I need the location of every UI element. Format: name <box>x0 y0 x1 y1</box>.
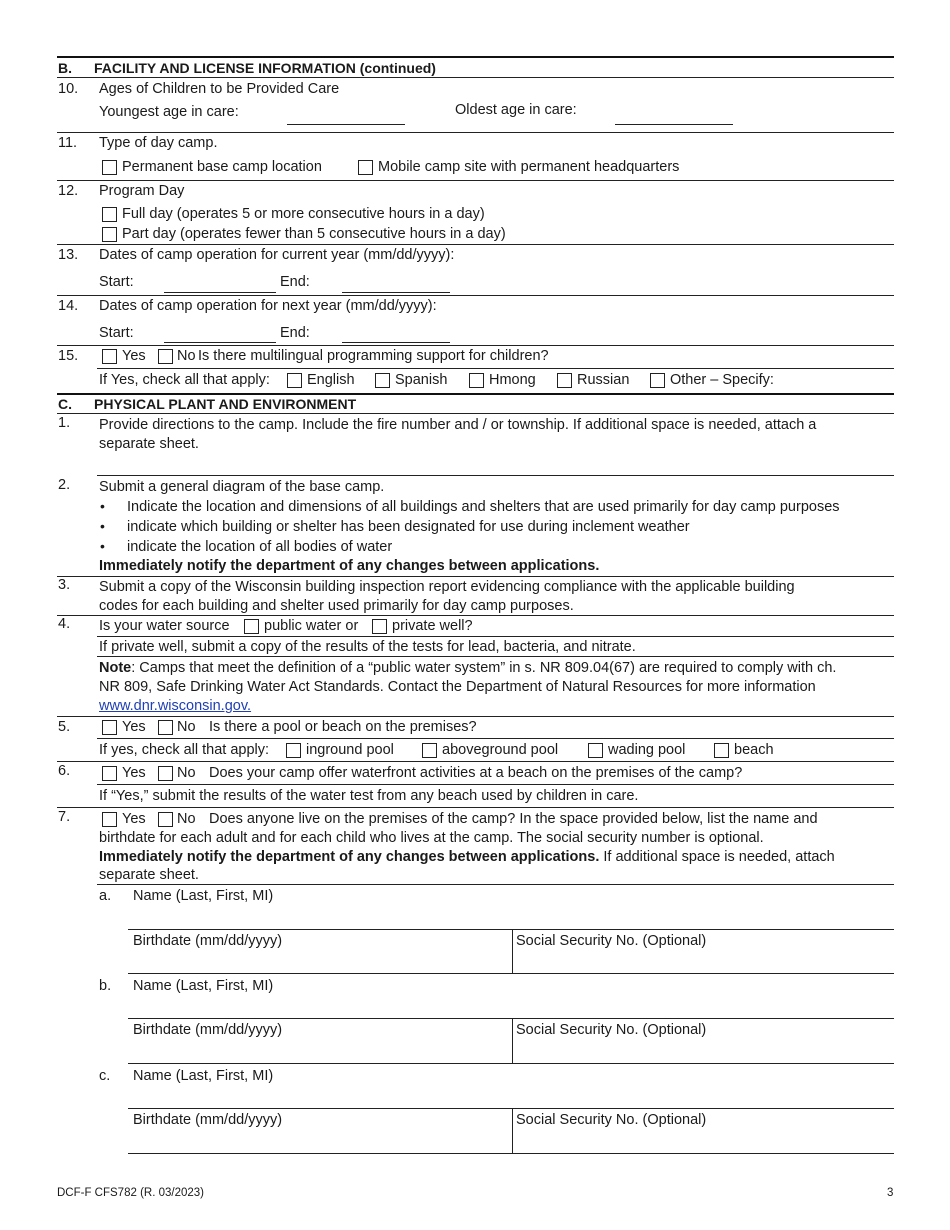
inground-pool-checkbox[interactable] <box>286 743 301 758</box>
c5-yes-checkbox[interactable] <box>102 720 117 735</box>
q15-yes-label: Yes <box>122 348 146 364</box>
person-c-name-label: Name (Last, First, MI) <box>133 1068 274 1084</box>
divider <box>512 929 513 974</box>
q13-title: Dates of camp operation for current year (mm/dd/yyyy): <box>99 247 455 263</box>
person-a-ssn-field[interactable] <box>512 973 894 974</box>
c7-text-line1: Does anyone live on the premises of the camp? In the space provided below, list the name and <box>209 811 818 827</box>
c6-yes-checkbox[interactable] <box>102 766 117 781</box>
beach-checkbox[interactable] <box>714 743 729 758</box>
other-language-checkbox[interactable] <box>650 373 665 388</box>
rule <box>97 738 894 739</box>
c7-no-label: No <box>177 811 196 827</box>
rule <box>97 784 894 785</box>
q13-start-label: Start: <box>99 274 134 290</box>
private-well-checkbox[interactable] <box>372 619 387 634</box>
q14-start-label: Start: <box>99 325 134 341</box>
permanent-base-camp-label: Permanent base camp location <box>122 159 322 175</box>
aboveground-pool-checkbox[interactable] <box>422 743 437 758</box>
bullet-icon: • <box>100 498 105 514</box>
full-day-checkbox[interactable] <box>102 207 117 222</box>
c7-number: 7. <box>58 809 71 825</box>
rule <box>57 180 894 181</box>
c2-bullet-1: Indicate the location and dimensions of all buildings and shelters that are used primarily for day camp purposes <box>127 499 840 515</box>
dnr-website-link[interactable]: www.dnr.wisconsin.gov. <box>99 698 252 714</box>
q14-number: 14. <box>58 298 79 314</box>
q15-question: Is there multilingual programming support for children? <box>198 348 549 364</box>
c7-yes-checkbox[interactable] <box>102 812 117 827</box>
c6-question: Does your camp offer waterfront activities at a beach on the premises of the camp? <box>209 765 743 781</box>
note-label: Note <box>99 660 132 676</box>
section-c-title: PHYSICAL PLANT AND ENVIRONMENT <box>94 396 357 412</box>
rule <box>57 295 894 296</box>
person-c-birthdate-label: Birthdate (mm/dd/yyyy) <box>133 1112 283 1128</box>
c6-number: 6. <box>58 763 71 779</box>
c7-text-line4: separate sheet. <box>99 867 199 883</box>
bullet-icon: • <box>100 518 105 534</box>
english-label: English <box>307 372 355 388</box>
c3-text-line2: codes for each building and shelter used primarily for day camp purposes. <box>99 598 574 614</box>
divider <box>512 1018 513 1063</box>
hmong-checkbox[interactable] <box>469 373 484 388</box>
beach-label: beach <box>734 742 774 758</box>
c6-no-label: No <box>177 765 196 781</box>
c5-question: Is there a pool or beach on the premises? <box>209 719 477 735</box>
c1-number: 1. <box>58 415 71 431</box>
c2-title: Submit a general diagram of the base camp. <box>99 479 385 495</box>
public-water-checkbox[interactable] <box>244 619 259 634</box>
c1-text-line1: Provide directions to the camp. Include the fire number and / or township. If additional space is needed, attach a <box>99 417 817 433</box>
english-checkbox[interactable] <box>287 373 302 388</box>
q10-number: 10. <box>58 81 79 97</box>
inground-pool-label: inground pool <box>306 742 394 758</box>
wading-pool-label: wading pool <box>608 742 686 758</box>
note-text: : Camps that meet the definition of a “public water system” in s. NR 809.04(67) are required to comply with ch. <box>131 660 837 676</box>
section-b-top-rule <box>57 56 894 58</box>
person-a-ssn-label: Social Security No. (Optional) <box>516 933 707 949</box>
c5-no-label: No <box>177 719 196 735</box>
current-end-date-field[interactable] <box>342 292 450 293</box>
person-c-birthdate-field[interactable] <box>128 1153 512 1154</box>
person-b-ssn-label: Social Security No. (Optional) <box>516 1022 707 1038</box>
russian-checkbox[interactable] <box>557 373 572 388</box>
rule <box>97 656 894 657</box>
public-water-label: public water or <box>264 618 359 634</box>
q12-title: Program Day <box>99 183 185 199</box>
person-a-name-field[interactable] <box>128 929 894 930</box>
rule <box>97 368 894 369</box>
rule <box>57 576 894 577</box>
person-c-letter: c. <box>99 1068 111 1084</box>
c2-bullet-2: indicate which building or shelter has been designated for use during inclement weather <box>127 519 690 535</box>
q15-if-yes: If Yes, check all that apply: <box>99 372 270 388</box>
oldest-age-field[interactable] <box>615 124 733 125</box>
c5-no-checkbox[interactable] <box>158 720 173 735</box>
section-c-letter: C. <box>58 396 72 412</box>
section-c-top-rule <box>57 393 894 395</box>
mobile-camp-label: Mobile camp site with permanent headquarters <box>378 159 680 175</box>
q11-number: 11. <box>58 135 78 151</box>
c7-no-checkbox[interactable] <box>158 812 173 827</box>
section-b-letter: B. <box>58 60 72 76</box>
section-b-title: FACILITY AND LICENSE INFORMATION (continued) <box>94 60 436 76</box>
part-day-label: Part day (operates fewer than 5 consecutive hours in a day) <box>122 226 506 242</box>
c4-note-line2: NR 809, Safe Drinking Water Act Standards. Contact the Department of Natural Resources for more information <box>99 679 816 695</box>
page-number: 3 <box>887 1187 894 1199</box>
c7-notice: Immediately notify the department of any changes between applications. <box>99 849 600 865</box>
rule <box>57 77 894 78</box>
c3-text-line1: Submit a copy of the Wisconsin building inspection report evidencing compliance with the applicable building <box>99 579 795 595</box>
rule <box>57 413 894 414</box>
q13-number: 13. <box>58 247 79 263</box>
c2-number: 2. <box>58 477 71 493</box>
rule <box>57 761 894 762</box>
next-end-date-field[interactable] <box>342 342 450 343</box>
rule <box>57 244 894 245</box>
person-b-ssn-field[interactable] <box>512 1063 894 1064</box>
q15-number: 15. <box>58 348 79 364</box>
person-a-birthdate-label: Birthdate (mm/dd/yyyy) <box>133 933 283 949</box>
rule <box>57 716 894 717</box>
rule <box>57 132 894 133</box>
person-a-birthdate-field[interactable] <box>128 973 512 974</box>
q11-title: Type of day camp. <box>99 135 218 151</box>
person-c-ssn-field[interactable] <box>512 1153 894 1154</box>
rule <box>57 615 894 616</box>
c3-number: 3. <box>58 577 71 593</box>
person-b-name-field[interactable] <box>128 1018 894 1019</box>
form-id: DCF-F CFS782 (R. 03/2023) <box>57 1187 204 1199</box>
c5-if-yes: If yes, check all that apply: <box>99 742 270 758</box>
q14-title: Dates of camp operation for next year (mm/dd/yyyy): <box>99 298 437 314</box>
person-a-name-label: Name (Last, First, MI) <box>133 888 274 904</box>
c5-number: 5. <box>58 719 71 735</box>
person-b-birthdate-field[interactable] <box>128 1063 512 1064</box>
c7-yes-label: Yes <box>122 811 146 827</box>
person-c-name-field[interactable] <box>128 1108 894 1109</box>
person-b-letter: b. <box>99 978 112 994</box>
person-b-name-label: Name (Last, First, MI) <box>133 978 274 994</box>
mobile-camp-checkbox[interactable] <box>358 160 373 175</box>
youngest-age-field[interactable] <box>287 124 405 125</box>
c4-number: 4. <box>58 616 71 632</box>
q15-yes-checkbox[interactable] <box>102 349 117 364</box>
q15-no-checkbox[interactable] <box>158 349 173 364</box>
c6-no-checkbox[interactable] <box>158 766 173 781</box>
c6-yes-label: Yes <box>122 765 146 781</box>
q13-end-label: End: <box>280 274 310 290</box>
current-start-date-field[interactable] <box>164 292 276 293</box>
permanent-base-camp-checkbox[interactable] <box>102 160 117 175</box>
c4-tests-note: If private well, submit a copy of the results of the tests for lead, bacteria, and nitrate. <box>99 639 636 655</box>
c4-note-line1 <box>99 660 836 676</box>
q10-title: Ages of Children to be Provided Care <box>99 81 340 97</box>
q14-end-label: End: <box>280 325 310 341</box>
c7-text-line2: birthdate for each adult and for each child who lives at the camp. The social security number is optional. <box>99 830 764 846</box>
c7-notice-rest: If additional space is needed, attach <box>599 849 835 865</box>
aboveground-pool-label: aboveground pool <box>442 742 559 758</box>
oldest-age-label: Oldest age in care: <box>455 102 577 118</box>
part-day-checkbox[interactable] <box>102 227 117 242</box>
c6-note: If “Yes,” submit the results of the water test from any beach used by children in care. <box>99 788 639 804</box>
c5-yes-label: Yes <box>122 719 146 735</box>
rule <box>57 807 894 808</box>
c2-notice: Immediately notify the department of any changes between applications. <box>99 558 600 574</box>
person-c-ssn-label: Social Security No. (Optional) <box>516 1112 707 1128</box>
hmong-label: Hmong <box>489 372 536 388</box>
private-well-label: private well? <box>392 618 473 634</box>
directions-field[interactable] <box>97 475 894 476</box>
next-start-date-field[interactable] <box>164 342 276 343</box>
rule <box>57 345 894 346</box>
q12-number: 12. <box>58 183 79 199</box>
divider <box>512 1108 513 1153</box>
russian-label: Russian <box>577 372 630 388</box>
wading-pool-checkbox[interactable] <box>588 743 603 758</box>
bullet-icon: • <box>100 538 105 554</box>
c7-text-line3 <box>99 849 835 865</box>
rule <box>97 884 894 885</box>
c2-bullet-3: indicate the location of all bodies of water <box>127 539 393 555</box>
spanish-label: Spanish <box>395 372 448 388</box>
c4-water-question: Is your water source <box>99 618 230 634</box>
person-a-letter: a. <box>99 888 112 904</box>
other-language-label: Other – Specify: <box>670 372 774 388</box>
full-day-label: Full day (operates 5 or more consecutive hours in a day) <box>122 206 485 222</box>
person-b-birthdate-label: Birthdate (mm/dd/yyyy) <box>133 1022 283 1038</box>
q15-no-label: No <box>177 348 196 364</box>
c1-text-line2: separate sheet. <box>99 436 199 452</box>
youngest-age-label: Youngest age in care: <box>99 104 239 120</box>
spanish-checkbox[interactable] <box>375 373 390 388</box>
rule <box>97 636 894 637</box>
